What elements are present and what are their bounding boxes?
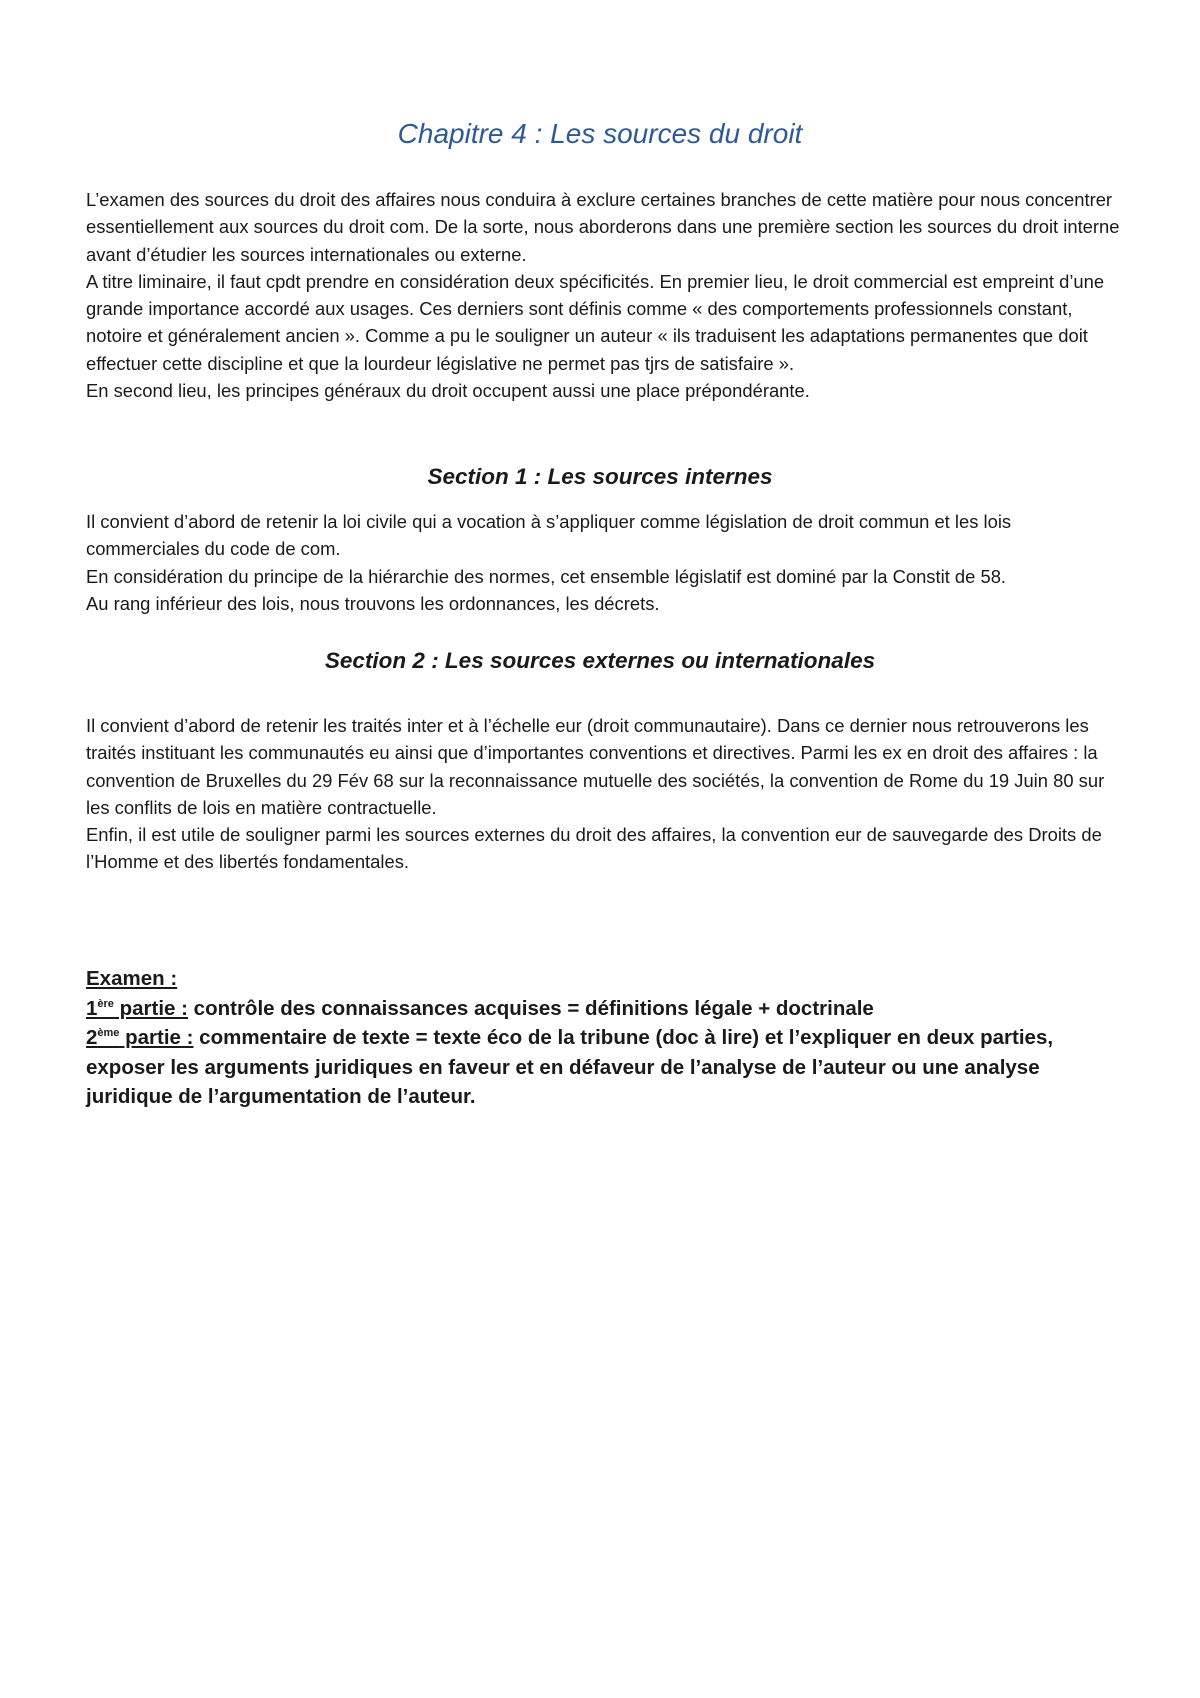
- exam-part-1-label-text: partie :: [113, 996, 188, 1020]
- exam-heading: Examen :: [86, 967, 178, 990]
- exam-part-1-number: 1: [86, 996, 98, 1020]
- exam-part-1-ordinal: ère: [97, 997, 114, 1010]
- exam-part-1: [86, 994, 1126, 1024]
- exam-part-2-ordinal: ème: [97, 1027, 120, 1040]
- intro-paragraph: En second lieu, les principes généraux du droit occupent aussi une place prépondérante.: [86, 380, 810, 402]
- section-1-paragraph: Il convient d’abord de retenir la loi civile qui a vocation à s’appliquer comme législation de droit commun et les lois commerciales du code de com.: [86, 511, 1012, 560]
- exam-part-1-text: contrôle des connaissances acquises = définitions légale + doctrinale: [187, 996, 874, 1020]
- section-2-paragraph: Enfin, il est utile de souligner parmi les sources externes du droit des affaires, la convention eur de sauvegarde des Droits de l’Homme et des libertés fondamentales.: [86, 824, 1102, 873]
- section-1-paragraph: Au rang inférieur des lois, nous trouvons les ordonnances, les décrets.: [86, 592, 660, 614]
- exam-part-2-label: [86, 1026, 193, 1049]
- exam-part-2-label-text: partie :: [119, 1026, 194, 1049]
- section-2-title: Section 2 : Les sources externes ou internationales: [324, 648, 876, 673]
- section-1-text: [86, 508, 1126, 617]
- exam-part-2: [86, 1023, 1126, 1112]
- exam-part-2-number: 2: [86, 1026, 98, 1049]
- exam-block: [86, 964, 1126, 1112]
- intro-paragraph: A titre liminaire, il faut cpdt prendre en considération deux spécificités. En premier lieu, le droit commercial est empreint d’une grande importance accordé aux usages. Ces derniers sont définis comme « des comportements professionnels constant, notoire et généralement ancien ». Comme a pu le souligner un auteur « ils traduisent les adaptations permanentes que doit effectuer cette discipline et que la lourdeur législative ne permet pas tjrs de satisfaire ».: [86, 270, 1105, 374]
- chapter-title: Chapitre 4 : Les sources du droit: [397, 118, 803, 149]
- intro-text: [86, 186, 1126, 404]
- section-2-paragraph: Il convient d’abord de retenir les traités inter et à l’échelle eur (droit communautaire). Dans ce dernier nous retrouverons les traités instituant les communautés eu ainsi que d’importantes conventions et directives. Parmi les ex en droit des affaires : la convention de Bruxelles du 29 Fév 68 sur la reconnaissance mutuelle des sociétés, la convention de Rome du 19 Juin 80 sur les conflits de lois en matière contractuelle.: [86, 715, 1105, 818]
- exam-part-1-label: [86, 997, 188, 1020]
- section-2-text: [86, 712, 1126, 876]
- intro-paragraph: L’examen des sources du droit des affaires nous conduira à exclure certaines branches de cette matière pour nous concentrer essentiellement aux sources du droit com. De la sorte, nous aborderons dans une première section les sources du droit interne avant d’étudier les sources internationales ou externe.: [86, 189, 1120, 265]
- exam-part-2-text: commentaire de texte = texte éco de la tribune (doc à lire) et l’expliquer en deux parties, exposer les arguments juridiques en faveur et en défaveur de l’analyse de l’auteur ou une analyse juridique de l’argumentation de l’auteur.: [86, 1026, 1054, 1108]
- section-1-title: Section 1 : Les sources internes: [427, 464, 773, 489]
- section-1-paragraph: En considération du principe de la hiérarchie des normes, cet ensemble législatif est dominé par la Constit de 58.: [86, 565, 1007, 587]
